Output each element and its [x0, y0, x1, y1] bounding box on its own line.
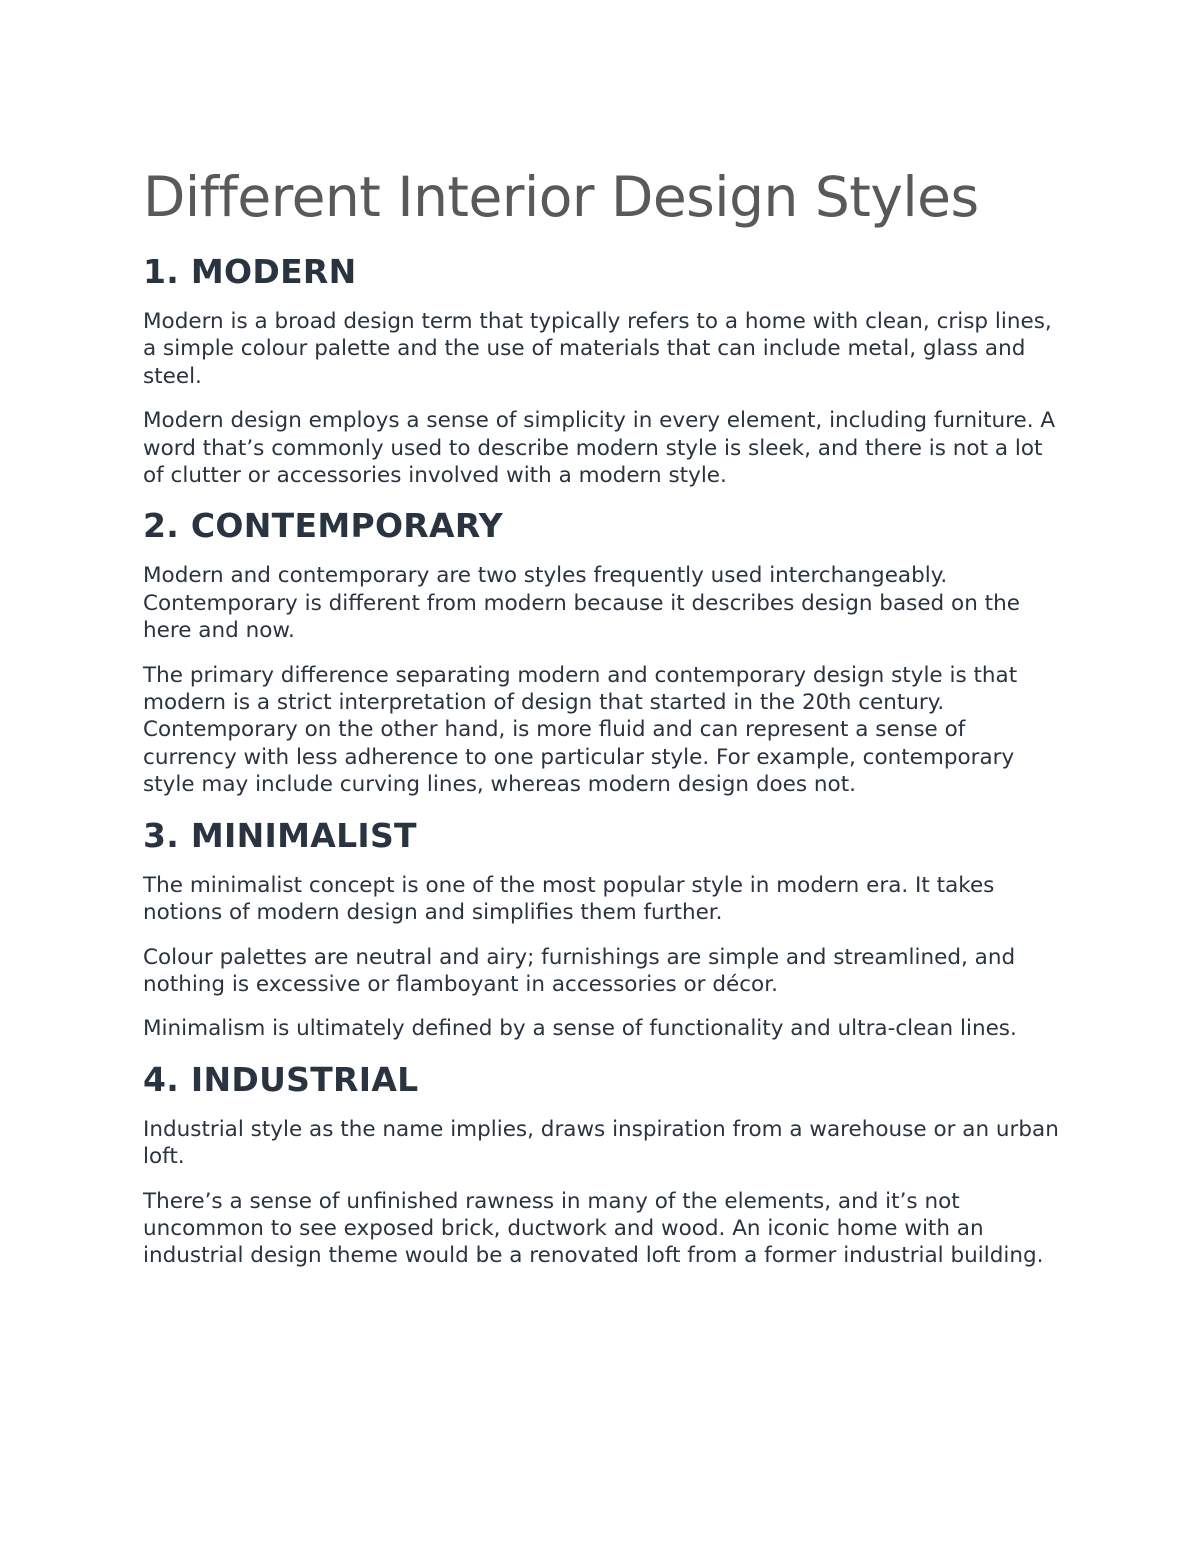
page-title: Different Interior Design Styles — [143, 165, 979, 229]
document-page — [143, 165, 1063, 1287]
section-minimalist — [143, 816, 1063, 1043]
paragraph: Modern and contemporary are two styles frequently used interchangeably. Contemporary is different from modern because it describes design based on the here and now. — [143, 563, 1020, 644]
section-modern — [143, 252, 1063, 489]
section-industrial — [143, 1060, 1063, 1270]
section-heading: 2. CONTEMPORARY — [143, 506, 503, 546]
paragraph: The primary difference separating modern and contemporary design style is that modern is a strict interpretation of design that started in the 20th century. Contemporary on the other hand, is more fluid and can represent a sense of currency with less adherence to one particular style. For example, contemporary style may include curving lines, whereas modern design does not. — [143, 662, 1018, 798]
section-heading: 3. MINIMALIST — [143, 815, 417, 855]
section-contemporary — [143, 506, 1063, 798]
paragraph: There’s a sense of unfinished rawness in many of the elements, and it’s not uncommon to see exposed brick, ductwork and wood. An iconic home with an industrial design theme would be a renovated loft from a former industrial building. — [143, 1188, 1044, 1269]
paragraph: Modern design employs a sense of simplicity in every element, including furniture. A word that’s commonly used to describe modern style is sleek, and there is not a lot of clutter or accessories involved with a modern style. — [143, 408, 1056, 489]
paragraph: Colour palettes are neutral and airy; furnishings are simple and streamlined, and nothing is excessive or flamboyant in accessories or décor. — [143, 944, 1016, 997]
section-heading: 1. MODERN — [143, 252, 357, 291]
paragraph: Industrial style as the name implies, draws inspiration from a warehouse or an urban loft. — [143, 1116, 1059, 1170]
paragraph: Modern is a broad design term that typically refers to a home with clean, crisp lines, a simple colour palette and the use of materials that can include metal, glass and steel. — [143, 309, 1052, 389]
section-heading: 4. INDUSTRIAL — [143, 1059, 419, 1099]
paragraph: The minimalist concept is one of the most popular style in modern era. It takes notions of modern design and simplifies them further. — [143, 872, 995, 926]
paragraph: Minimalism is ultimately defined by a sense of functionality and ultra-clean lines. — [143, 1016, 1017, 1042]
